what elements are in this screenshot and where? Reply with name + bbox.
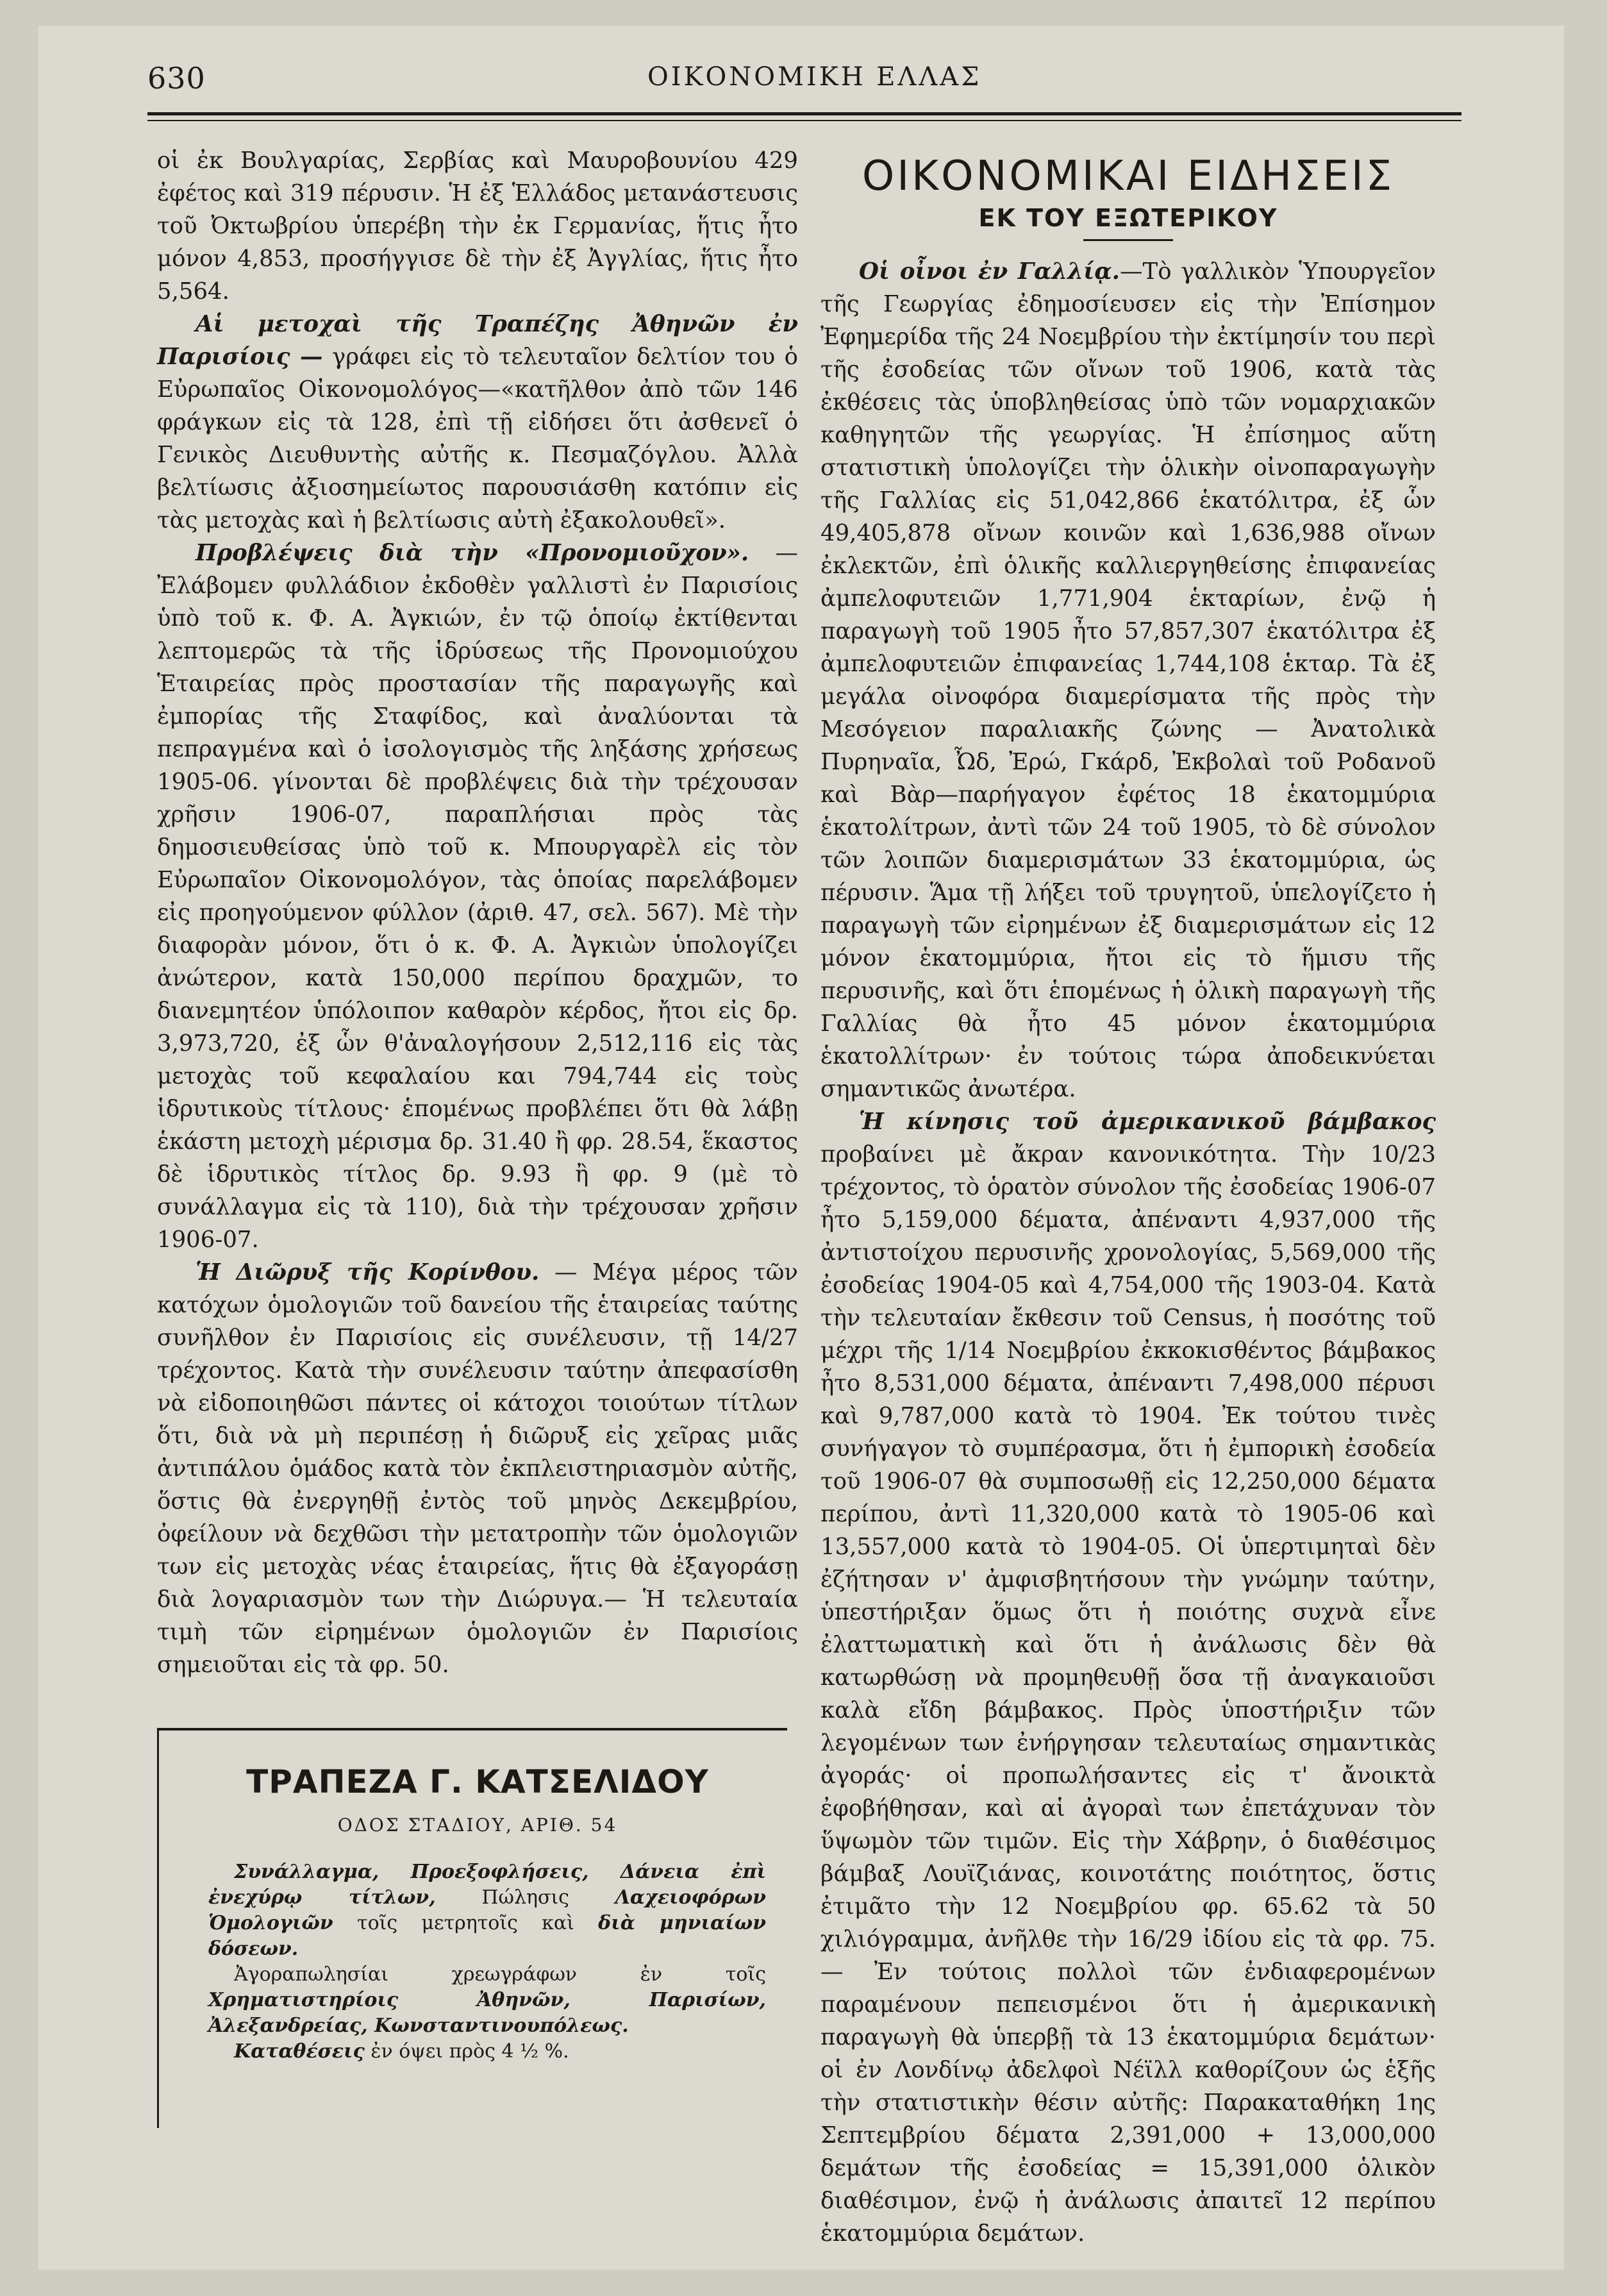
journal-title: ΟΙΚΟΝΟΜΙΚΗ ΕΛΛΑΣ	[647, 62, 982, 92]
article-heading: Ἡ Διῶρυξ τῆς Κορίνθου.	[196, 1259, 540, 1286]
article-privileged-company: Προβλέψεις διὰ τὴν «Προνομιοῦχον». — Ἐλάβομεν φυλλάδιον ἐκδοθὲν γαλλιστὶ ἐν Παρισίοις ὑπὸ τοῦ κ. Φ. Α. Ἀγκιών, ἐν τῷ ὁποίῳ ἐκτίθενται λεπτομερῶς τὰ τῆς ἱδρύσεως τῆς Προνομιούχου Ἑταιρείας πρὸς προστασίαν τῆς παραγωγῆς καὶ ἐμπορίας τῆς Σταφίδος, καὶ ἀναλύονται τὰ πεπραγμένα καὶ ὁ ἰσολογισμὸς τῆς ληξάσης χρήσεως 1905-06. γίνονται δὲ προβλέψεις διὰ τὴν τρέχουσαν χρῆσιν 1906-07, παραπλήσιαι πρὸς τὰς δημοσιευθείσας ὑπὸ τοῦ κ. Μπουργαρὲλ εἰς τὸν Εὐρωπαῖον Οἰκονομολόγον, τὰς ὁποίας παρελάβομεν εἰς προηγούμενον φύλλον (ἀριθ. 47, σελ. 567). Μὲ τὴν διαφορὰν μόνον, ὅτι ὁ κ. Φ. Α. Ἀγκιὼν ὑπολογίζει ἀνώτερον, κατὰ 150,000 περίπου δραχμῶν, το διανεμητέον ὑπόλοιπον καθαρὸν κέρδος, ἤτοι εἰς δρ. 3,973,720, ἐξ ὧν θ'ἀναλογήσουν 2,512,116 εἰς τὰς μετοχὰς τοῦ κεφαλαίου και 794,744 εἰς τοὺς ἱδρυτικοὺς τίτλους· ἑπομένως προβλέπει ὅτι θὰ λάβῃ ἑκάστη μετοχὴ μέρισμα δρ. 31.40 ἢ φρ. 28.54, ἕκαστος δὲ ἱδρυτικὸς τίτλος δρ. 9.93 ἢ φρ. 9 (μὲ τὸ συνάλλαγμα εἰς τὰ 110), διὰ τὴν τρέχουσαν χρῆσιν 1906-07.	[157, 540, 798, 1253]
header-rule-thin	[147, 120, 1461, 121]
article-heading: Προβλέψεις διὰ τὴν «Προνομιοῦχον».	[196, 540, 749, 566]
page-number: 630	[147, 61, 206, 96]
section-subtitle: ΕΚ ΤΟΥ ΕΞΩΤΕΡΙΚΟΥ	[978, 204, 1278, 232]
bank-name: ΤΡΑΠΕΖΑ Γ. ΚΑΤΣΕΛΙΔΟΥ	[246, 1763, 709, 1800]
running-head	[147, 54, 1461, 112]
left-column	[157, 144, 798, 1681]
article-bank-of-athens-shares: Αἱ μετοχαὶ τῆς Τραπέζης Ἀθηνῶν ἐν Παρισίοις — γράφει εἰς τὸ τελευταῖον δελτίον του ὁ Εὐρωπαῖος Οἰκονομολόγος—«κατῆλθον ἀπὸ τῶν 146 φράγκων εἰς τὰ 128, ἐπὶ τῇ εἰδήσει ὅτι ἀσθενεῖ ὁ Γενικὸς Διευθυντὴς αὐτῆς κ. Πεσμαζόγλου. Ἀλλὰ βελτίωσις ἀξιοσημείωτος παρουσιάσθη κατόπιν εἰς τὰς μετοχὰς καὶ ἡ βελτίωσις αὐτὴ ἐξακολουθεῖ».	[157, 311, 798, 533]
article-heading: Ἡ κίνησις τοῦ ἀμερικανικοῦ βάμβακος	[859, 1109, 1436, 1135]
section-rule	[1083, 239, 1173, 241]
header-rule	[147, 112, 1461, 115]
article-heading: Οἱ οἶνοι ἐν Γαλλίᾳ.	[859, 258, 1120, 285]
article-french-wines: Οἱ οἶνοι ἐν Γαλλίᾳ.—Τὸ γαλλικὸν Ὑπουργεῖον τῆς Γεωργίας ἐδημοσίευσεν εἰς τὴν Ἐπίσημον Ἐφημερίδα τῆς 24 Νοεμβρίου τὴν ἐκτίμησίν του περὶ τῆς ἐσοδείας τῶν οἴνων τοῦ 1906, κατὰ τὰς ἐκθέσεις τὰς ὑποβληθείσας ὑπὸ τῶν νομαρχιακῶν καθηγητῶν τῆς γεωργίας. Ἡ ἐπίσημος αὕτη στατιστικὴ ὑπολογίζει τὴν ὁλικὴν οἰνοπαραγωγὴν τῆς Γαλλίας εἰς 51,042,866 ἑκατόλιτρα, ἐξ ὧν 49,405,878 οἴνων κοινῶν καὶ 1,636,988 οἴνων ἐκλεκτῶν, ἐπὶ ὁλικῆς καλλιεργηθείσης ἐπιφανείας ἀμπελοφυτειῶν 1,771,904 ἑκταρίων, ἐνῷ ἡ παραγωγὴ τοῦ 1905 ἦτο 57,857,307 ἑκατόλιτρα ἐξ ἀμπελοφυτειῶν ἐπιφανείας 1,744,108 ἑκταρ. Τὰ ἐξ μεγάλα οἰνοφόρα διαμερίσματα τῆς πρὸς τὴν Μεσόγειον παραλιακῆς ζώνης — Ἀνατολικὰ Πυρηναῖα, Ὦδ, Ἐρώ, Γκάρδ, Ἐκβολαὶ τοῦ Ροδανοῦ καὶ Βὰρ—παρήγαγον ἐφέτος 18 ἑκατομμύρια ἑκατολίτρων, ἀντὶ τῶν 24 τοῦ 1905, τὸ δὲ σύνολον τῶν λοιπῶν διαμερισμάτων 33 ἑκατομμύρια, ὡς πέρυσιν. Ἅμα τῇ λήξει τοῦ τρυγητοῦ, ὑπελογίζετο ἡ παραγωγὴ τῶν εἰρημένων ἐξ διαμερισμάτων εἰς 12 μόνον ἑκατομμύρια, ἤτοι εἰς τὸ ἥμισυ τῆς περυσινῆς, καὶ ὅτι ἑπομένως ἡ ὁλικὴ παραγωγὴ τῆς Γαλλίας θὰ ἦτο 45 μόνον ἑκατομμύρια ἑκατολλίτρων· ἐν τούτοις τώρα ἀποδεικνύεται σημαντικῶς ἀνωτέρα.	[820, 258, 1436, 1102]
advertisement-text: Συνάλλαγμα, Προεξοφλήσεις, Δάνεια ἐπὶ ἐνεχύρῳ τίτλων, Πώλησις Λαχειοφόρων Ὁμολογιῶν τοῖς μετρητοῖς καὶ διὰ μηνιαίων δόσεων. Ἀγοραπωλησίαι χρεωγράφων ἐν τοῖς Χρηματιστηρίοις Ἀθηνῶν, Παρισίων, Ἀλεξανδρείας, Κωνσταντινουπόλεως. Καταθέσεις ἐν όψει πρὸς 4 ½ %.	[208, 1861, 767, 2063]
bank-advertisement	[157, 1728, 798, 2138]
article-american-cotton: Ἡ κίνησις τοῦ ἀμερικανικοῦ βάμβακος προβαίνει μὲ ἄκραν κανονικότητα. Τὴν 10/23 τρέχοντος, τὸ ὁρατὸν σύνολον τῆς ἐσοδείας 1906-07 ἦτο 5,159,000 δέματα, ἀπέναντι 4,937,000 τῆς ἀντιστοίχου περυσινῆς χρονολογίας, 5,569,000 τῆς ἐσοδείας 1904-05 καὶ 4,754,000 τῆς 1903-04. Κατὰ τὴν τελευταίαν ἔκθεσιν τοῦ Census, ἡ ποσότης τοῦ μέχρι τῆς 1/14 Νοεμβρίου ἐκκοκισθέντος βάμβακος ἦτο 8,531,000 δέματα, ἀπέναντι 7,498,000 πέρυσι καὶ 9,787,000 κατὰ τὸ 1904. Ἐκ τούτου τινὲς συνήγαγον τὸ συμπέρασμα, ὅτι ἡ ἐμπορικὴ ἐσοδεία τοῦ 1906-07 θὰ συμποσωθῇ εἰς 12,250,000 δέματα περίπου, ἀντὶ 11,320,000 κατὰ τὸ 1905-06 καὶ 13,557,000 κατὰ τὸ 1904-05. Οἱ ὑπερτιμηταὶ δὲν ἐζήτησαν ν' ἀμφισβητήσουν τὴν γνώμην ταύτην, ὑπεστήριξαν ὅμως ὅτι ἡ ποιότης συχνὰ εἶνε ἐλαττωματικὴ καὶ ὅτι ἡ ἀνάλωσις δὲν θὰ κατωρθώσῃ νὰ προμηθευθῇ ὅσα τῇ ἀναγκαιοῦσι καλὰ εἴδη βάμβακος. Πρὸς ὑποστήριξιν τῶν λεγομένων των ἐνήργησαν τελευταίως σημαντικὰς ἀγοράς· οἱ προπωλήσαντες εἰς τ' ἄνοικτὰ ἐφοβήθησαν, καὶ αἱ ἀγοραὶ των ἐπετάχυναν τὸν ὕψωμὸν τῶν τιμῶν. Εἰς τὴν Χάβρην, ὁ διαθέσιμος βάμβαξ Λουϊζιάνας, κοινοτάτης ποιότητος, ὅστις ἐτιμᾶτο τὴν 12 Νοεμβρίου φρ. 65.62 τὰ 50 χιλιόγραμμα, ἀνῆλθε τὴν 16/29 ἰδίου εἰς τὰ φρ. 75. — Ἐν τούτοις πολλοὶ τῶν ἐνδιαφερομένων παραμένουν πεπεισμένοι ὅτι ἡ ἀμερικανικὴ παραγωγὴ θὰ ὑπερβῇ τὰ 13 ἑκατομμύρια δεμάτων· οἱ ἐν Λονδίνῳ ἀδελφοὶ Νέϊλλ καθορίζουν ὡς ἑξῆς τὴν στατιστικὴν θέσιν αὐτῆς: Παρακαταθήκη 1ης Σεπτεμβρίου δέματα 2,391,000 + 13,000,000 δεμάτων τῆς ἐσοδείας = 15,391,000 ὁλικὸν διαθέσιμον, ἐνῷ ἡ ἀνάλωσις ἀπαιτεῖ 12 περίπου ἑκατομμύρια δεμάτων.	[820, 1109, 1436, 2247]
section-title: ΟΙΚΟΝΟΜΙΚΑΙ ΕΙΔΗΣΕΙΣ	[862, 153, 1395, 200]
article-corinth-canal: Ἡ Διῶρυξ τῆς Κορίνθου. — Μέγα μέρος τῶν κατόχων ὁμολογιῶν τοῦ δανείου τῆς ἑταιρείας ταύτης συνῆλθον ἐν Παρισίοις εἰς συνέλευσιν, τῇ 14/27 τρέχοντος. Κατὰ τὴν συνέλευσιν ταύτην ἀπεφασίσθη νὰ εἰδοποιηθῶσι πάντες οἱ κάτοχοι τοιούτων τίτλων ὅτι, διὰ νὰ μὴ περιπέσῃ ἡ διῶρυξ εἰς χεῖρας μιᾶς ἀντιπάλου ὁμάδος κατὰ τὸν ἐκπλειστηριασμὸν αὐτῆς, ὅστις θὰ ἐνεργηθῇ ἐντὸς τοῦ μηνὸς Δεκεμβρίου, ὀφείλουν νὰ δεχθῶσι τὴν μετατροπὴν τῶν ὁμολογιῶν των εἰς μετοχὰς νέας ἑταιρείας, ἥτις θὰ ἐξαγοράσῃ διὰ λογαριασμὸν των τὴν Διώρυγα.— Ἡ τελευταία τιμὴ τῶν εἰρημένων ὁμολογιῶν ἐν Παρισίοις σημειοῦται εἰς τὰ φρ. 50.	[157, 1259, 798, 1678]
bank-address: ΟΔΟΣ ΣΤΑΔΙΟΥ, ΑΡΙΘ. 54	[337, 1814, 618, 1836]
right-column	[820, 151, 1436, 2250]
article-heading: Αἱ μετοχαὶ τῆς Τραπέζης Ἀθηνῶν ἐν Παρισίοις —	[157, 311, 798, 370]
article-emigration: οἱ ἐκ Βουλγαρίας, Σερβίας καὶ Μαυροβουνίου 429 ἐφέτος καὶ 319 πέρυσιν. Ἡ ἐξ Ἑλλάδος μετανάστευσις τοῦ Ὀκτωβρίου ὑπερέβη τὴν ἐκ Γερμανίας, ἥτις ἦτο μόνον 4,853, προσήγγισε δὲ τὴν ἐξ Ἀγγλίας, ἥτις ἦτο 5,564.	[157, 147, 798, 305]
